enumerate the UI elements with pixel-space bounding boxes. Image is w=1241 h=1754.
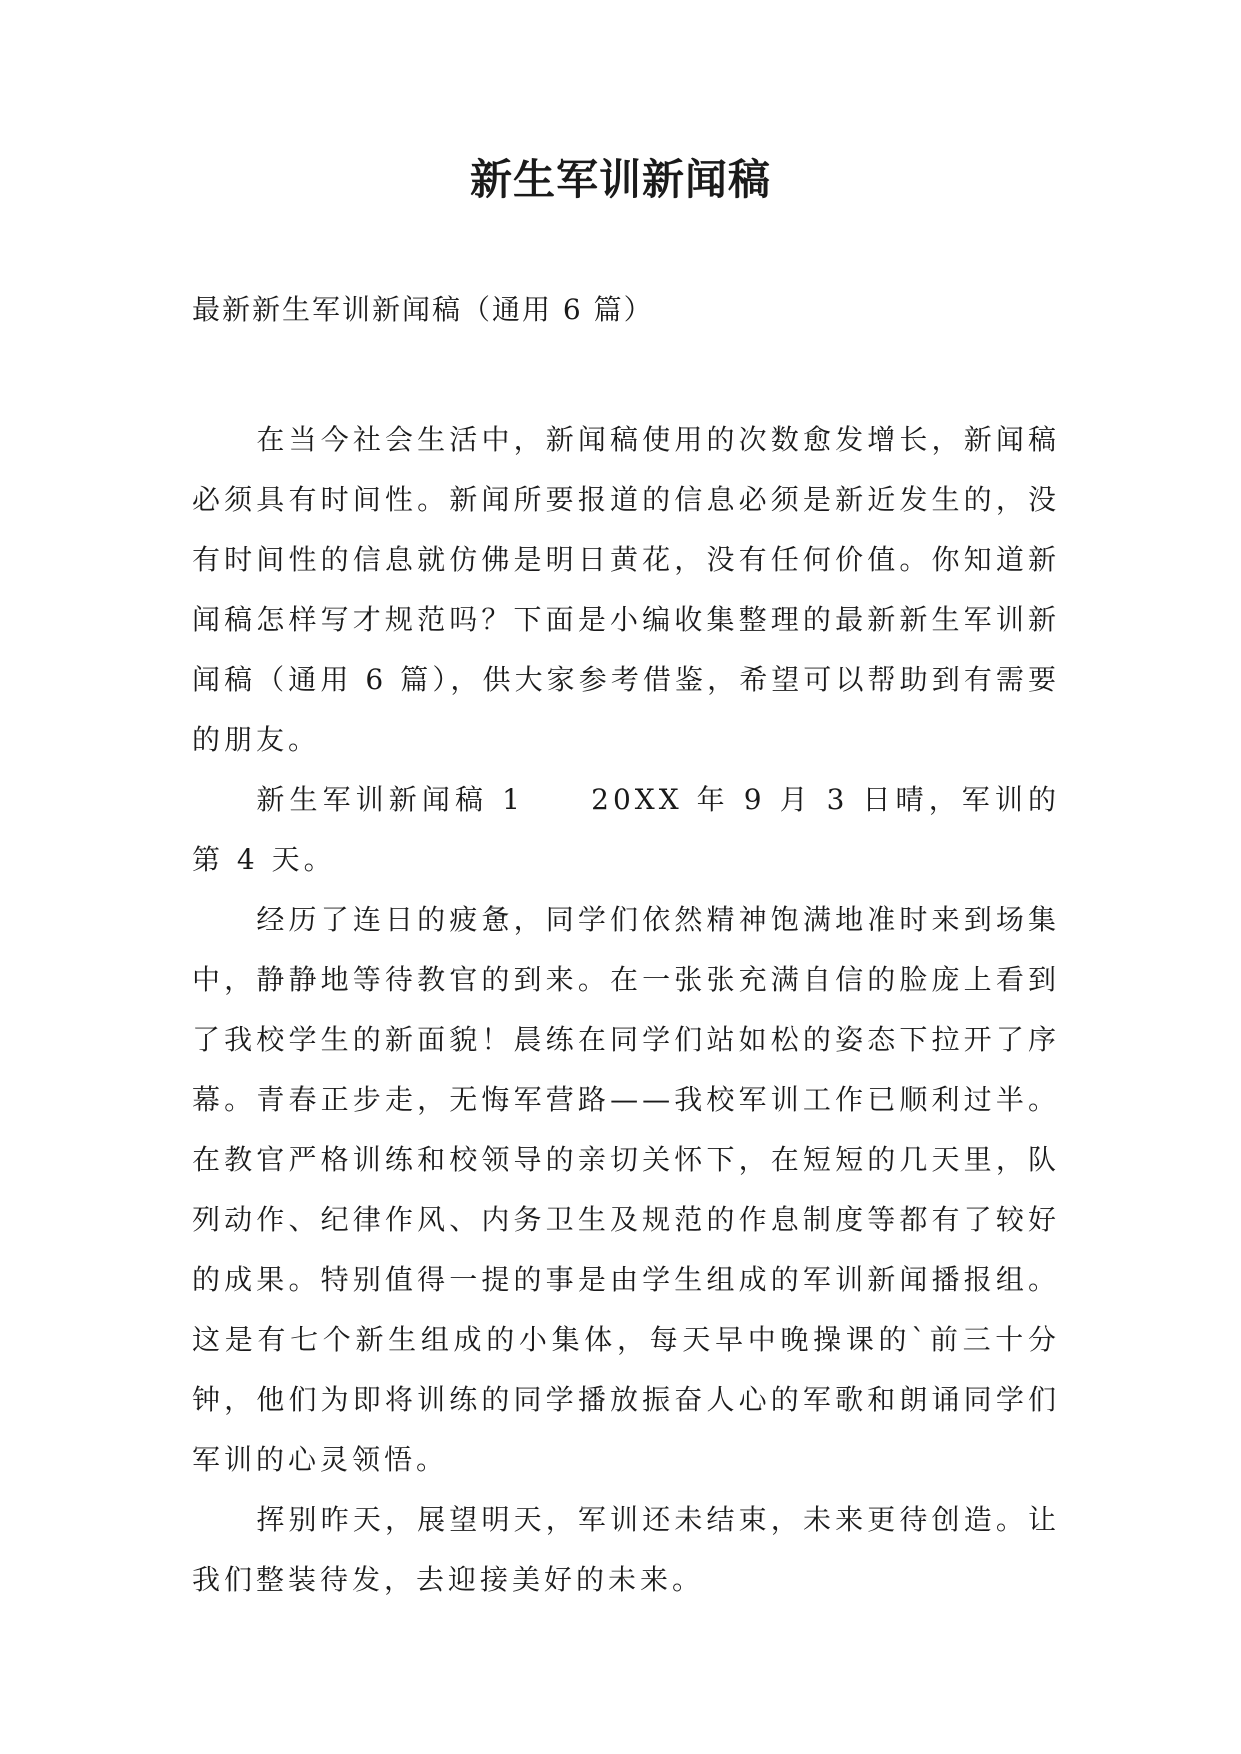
document-body <box>192 410 1060 1610</box>
paragraph-intro: 在当今社会生活中，新闻稿使用的次数愈发增长，新闻稿必须具有时间性。新闻所要报道的信息必须是新近发生的，没有时间性的信息就仿佛是明日黄花，没有任何价值。你知道新闻稿怎样写才规范吗？下面是小编收集整理的最新新生军训新闻稿（通用 6 篇），供大家参考借鉴，希望可以帮助到有需要的朋友。 <box>192 423 1060 756</box>
document-subtitle: 最新新生军训新闻稿（通用 6 篇） <box>192 293 654 326</box>
document-title: 新生军训新闻稿 <box>469 155 771 204</box>
paragraph-article-heading: 新生军训新闻稿 1 20XX 年 9 月 3 日晴，军训的第 4 天。 <box>192 783 1060 876</box>
paragraph-article-body: 经历了连日的疲惫，同学们依然精神饱满地准时来到场集中，静静地等待教官的到来。在一张张充满自信的脸庞上看到了我校学生的新面貌！晨练在同学们站如松的姿态下拉开了序幕。青春正步走，无悔军营路——我校军训工作已顺利过半。在教官严格训练和校领导的亲切关怀下，在短短的几天里，队列动作、纪律作风、内务卫生及规范的作息制度等都有了较好的成果。特别值得一提的事是由学生组成的军训新闻播报组。这是有七个新生组成的小集体，每天早中晚操课的`前三十分钟，他们为即将训练的同学播放振奋人心的军歌和朗诵同学们军训的心灵领悟。 <box>192 903 1060 1476</box>
paragraph-closing: 挥别昨天，展望明天，军训还未结束，未来更待创造。让我们整装待发，去迎接美好的未来。 <box>192 1503 1060 1596</box>
